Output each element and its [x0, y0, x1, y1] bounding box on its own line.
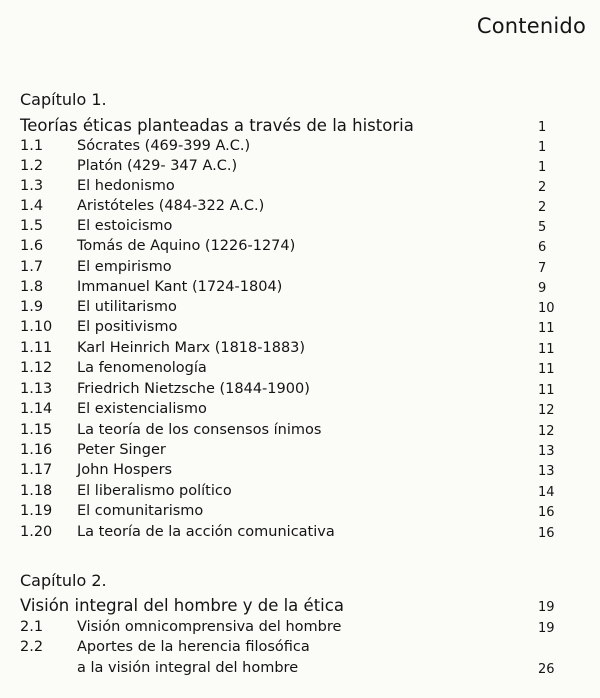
- page-number: 9: [538, 281, 547, 296]
- entry-number: 1.2: [20, 158, 44, 174]
- page-number: 1: [538, 140, 547, 155]
- entry-number: 1.11: [20, 340, 53, 356]
- toc-entry[interactable]: [20, 136, 580, 156]
- page-number: 2: [538, 200, 547, 215]
- toc-entry[interactable]: [20, 617, 580, 637]
- page-number: 13: [538, 464, 555, 479]
- entry-number: 1.7: [20, 259, 44, 275]
- entry-number: 1.8: [20, 279, 44, 295]
- page-number: 13: [538, 444, 555, 459]
- page-number: 7: [538, 261, 547, 276]
- entry-number: 1.14: [20, 401, 53, 417]
- toc-entry-continuation[interactable]: [20, 658, 580, 678]
- entry-title: Sócrates (469-399 A.C.): [77, 138, 251, 154]
- entry-title: El positivismo: [77, 319, 178, 335]
- entry-number: 1.1: [20, 138, 44, 154]
- entry-title: Friedrich Nietzsche (1844-1900): [77, 381, 310, 397]
- entry-title: El empirismo: [77, 259, 172, 275]
- page-number: 2: [538, 180, 547, 195]
- entry-title: Tomás de Aquino (1226-1274): [77, 238, 296, 254]
- toc-entry[interactable]: [20, 637, 580, 657]
- page-number: 1: [538, 160, 547, 175]
- toc-entry[interactable]: [20, 257, 580, 277]
- page-number: 11: [538, 383, 555, 398]
- entry-title: El existencialismo: [77, 401, 207, 417]
- toc-entry[interactable]: [20, 481, 580, 501]
- entry-title-continuation: a la visión integral del hombre: [77, 660, 299, 676]
- toc-entry[interactable]: [20, 460, 580, 480]
- chapter-1-label: Capítulo 1.: [20, 90, 107, 109]
- page-title: Contenido: [476, 14, 586, 38]
- page-number: 11: [538, 362, 555, 377]
- entry-title: El utilitarismo: [77, 299, 177, 315]
- page-number: 11: [538, 342, 555, 357]
- page-number: 26: [538, 662, 555, 677]
- entry-number: 2.2: [20, 639, 44, 655]
- chapter-title: Teorías éticas planteadas a través de la historia: [20, 116, 414, 135]
- entry-number: 1.16: [20, 442, 53, 458]
- toc-entry[interactable]: [20, 317, 580, 337]
- entry-number: 1.10: [20, 319, 53, 335]
- entry-number: 1.17: [20, 462, 53, 478]
- toc-entry[interactable]: [20, 358, 580, 378]
- page-number: 11: [538, 321, 555, 336]
- page-number: 12: [538, 403, 555, 418]
- entry-title: Immanuel Kant (1724-1804): [77, 279, 283, 295]
- page-number: 5: [538, 220, 547, 235]
- entry-title: La teoría de la acción comunicativa: [77, 524, 335, 540]
- entry-number: 1.4: [20, 198, 44, 214]
- entry-number: 1.13: [20, 381, 53, 397]
- entry-number: 1.20: [20, 524, 53, 540]
- toc-entry[interactable]: [20, 196, 580, 216]
- toc-entry[interactable]: [20, 236, 580, 256]
- page-number: 10: [538, 301, 555, 316]
- entry-title: Karl Heinrich Marx (1818-1883): [77, 340, 306, 356]
- toc-entry[interactable]: [20, 440, 580, 460]
- toc-entry[interactable]: [20, 379, 580, 399]
- entry-title: La teoría de los consensos ínimos: [77, 422, 322, 438]
- page-number: 19: [538, 600, 555, 615]
- entry-title: El hedonismo: [77, 178, 175, 194]
- entry-number: 1.6: [20, 238, 44, 254]
- toc-entry[interactable]: [20, 156, 580, 176]
- toc-entry[interactable]: [20, 297, 580, 317]
- toc-entry[interactable]: [20, 399, 580, 419]
- entry-title: El estoicismo: [77, 218, 173, 234]
- entry-number: 1.3: [20, 178, 44, 194]
- page-number: 6: [538, 240, 547, 255]
- chapter-title: Visión integral del hombre y de la ética: [20, 596, 344, 615]
- entry-number: 1.18: [20, 483, 53, 499]
- toc-entry[interactable]: [20, 277, 580, 297]
- page-number: 1: [538, 120, 547, 135]
- toc-entry[interactable]: [20, 216, 580, 236]
- entry-title: La fenomenología: [77, 360, 207, 376]
- chapter-2-heading[interactable]: [20, 596, 580, 616]
- entry-title: El comunitarismo: [77, 503, 204, 519]
- entry-title: Peter Singer: [77, 442, 166, 458]
- chapter-1-heading[interactable]: [20, 116, 580, 136]
- entry-title: Visión omnicomprensiva del hombre: [77, 619, 342, 635]
- entry-number: 1.5: [20, 218, 44, 234]
- page-number: 12: [538, 424, 555, 439]
- entry-number: 1.15: [20, 422, 53, 438]
- page-number: 16: [538, 505, 555, 520]
- entry-title: El liberalismo político: [77, 483, 232, 499]
- entry-number: 1.12: [20, 360, 53, 376]
- entry-number: 1.9: [20, 299, 44, 315]
- entry-title: John Hospers: [77, 462, 173, 478]
- toc-entry[interactable]: [20, 338, 580, 358]
- toc-entry[interactable]: [20, 420, 580, 440]
- toc-entry[interactable]: [20, 522, 580, 542]
- page-number: 16: [538, 526, 555, 541]
- toc-entry[interactable]: [20, 176, 580, 196]
- chapter-2-label: Capítulo 2.: [20, 571, 107, 590]
- entry-number: 2.1: [20, 619, 44, 635]
- entry-number: 1.19: [20, 503, 53, 519]
- toc-entry[interactable]: [20, 501, 580, 521]
- page-number: 14: [538, 485, 555, 500]
- entry-title: Aportes de la herencia filosófica: [77, 639, 310, 655]
- entry-title: Aristóteles (484-322 A.C.): [77, 198, 265, 214]
- entry-title: Platón (429- 347 A.C.): [77, 158, 238, 174]
- page-number: 19: [538, 621, 555, 636]
